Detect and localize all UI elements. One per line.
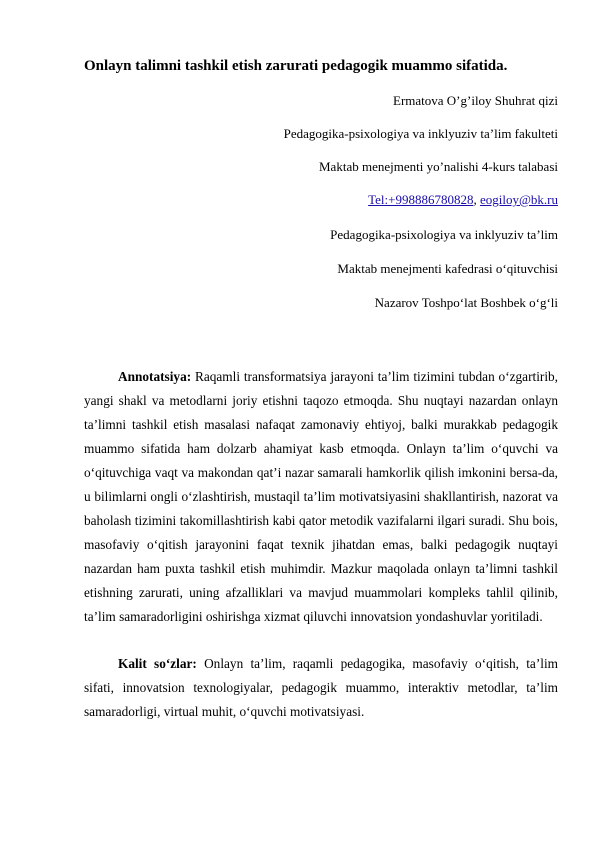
author-name: Ermatova O’g’iloy Shuhrat qizi (393, 93, 558, 108)
abstract-text: Raqamli transformatsiya jarayoni ta’lim tizimini tubdan o‘zgartirib, yangi shakl va metodlarni joriy etishni taqozo etmoqda. Shu nuqtayi nazardan onlayn ta’limni tashkil etish masalasi nafaqat zamonaviy ehtiyoj, balki murakkab pedagogik muammo sifatida ham dolzarb ahamiyat kasb etmoqda. Onlayn ta’lim o‘quvchi va o‘qituvchiga vaqt va makondan qat’i nazar samarali hamkorlik qilish imkonini bersa-da, u bilimlarni ongli o‘zlashtirish, mustaqil ta’lim motivatsiyasini shakllantirish, nazorat va baholash tizimini takomillashtirish kabi qator metodik vazifalarni ilgari suradi. Shu bois, masofaviy o‘qitish jarayonini faqat texnik jihatdan emas, balki pedagogik nuqtayi nazardan ham puxta tashkil etish muhimdir. Mazkur maqolada onlayn ta’limni tashkil etishning zarurati, uning afzalliklari va mavjud muammolari kompleks tahlil qilinib, ta’lim samaradorligini oshirishga xizmat qiluvchi innovatsion yondashuvlar yoritiladi. (84, 369, 558, 624)
author-program: Maktab menejmenti yo’nalishi 4-kurs talabasi (319, 159, 558, 174)
keywords-text: Onlayn ta’lim, raqamli pedagogika, masofaviy o‘qitish, ta’lim sifati, innovatsion texnologiyalar, pedagogik muammo, interaktiv metodlar, ta’lim samaradorligi, virtual muhit, o‘quvchi motivatsiyasi. (84, 656, 558, 719)
author-contacts (368, 192, 558, 208)
abstract-label: Annotatsiya: (118, 369, 192, 384)
supervisor-department-line1: Pedagogika-psixologiya va inklyuziv ta’lim (330, 227, 558, 242)
phone-link[interactable]: Tel:+998886780828 (368, 192, 474, 207)
contact-separator: , (473, 192, 480, 207)
keywords-paragraph (84, 652, 558, 724)
email-link[interactable]: eogiloy@bk.ru (479, 192, 558, 207)
supervisor-department-line2: Maktab menejmenti kafedrasi o‘qituvchisi (337, 261, 558, 276)
abstract-paragraph (84, 365, 558, 629)
paper-title: Onlayn talimni tashkil etish zarurati pedagogik muammo sifatida. (84, 58, 508, 74)
supervisor-name: Nazarov Toshpo‘lat Boshbek o‘g‘li (374, 295, 558, 310)
keywords-label: Kalit so‘zlar: (118, 656, 197, 671)
author-faculty: Pedagogika-psixologiya va inklyuziv ta’lim fakulteti (283, 126, 558, 141)
